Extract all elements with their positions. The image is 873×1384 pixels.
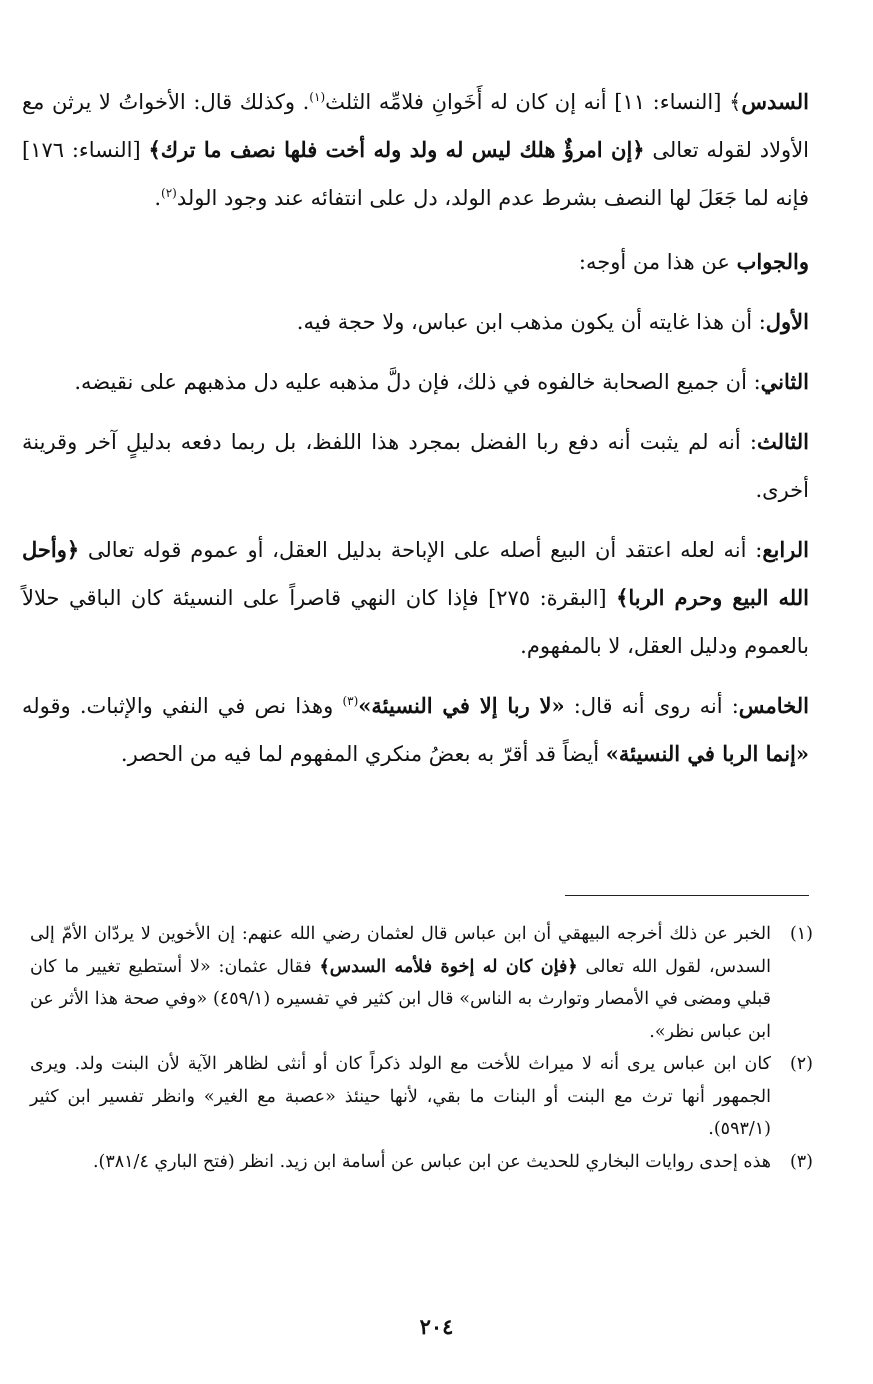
quran-quote: ﴿وأحل الله البيع وحرم الربا﴾ [22,537,809,610]
footnote-number: (٢) [789,1054,813,1074]
point-lead: الأول [765,309,809,334]
main-text [22,78,809,790]
footnote-text: هذه إحدى روايات البخاري للحديث عن ابن عباس عن أسامة ابن زيد. انظر (فتح الباري ٣٨١/٤). [92,1151,771,1172]
footnote-separator [565,895,809,896]
paragraph-inheritance [22,78,809,222]
footnote-number: (٣) [789,1151,813,1172]
paragraph-point-fifth [22,682,809,778]
footnote-ref-3[interactable]: (٣) [342,694,359,708]
footnote-2 [30,1048,813,1146]
paragraph-answer [22,238,809,286]
quran-quote-end: السدس [741,89,810,114]
answer-text: عن هذا من أوجه: [578,250,737,274]
point-lead: الخامس [738,693,809,718]
point-lead: الثاني [760,369,809,394]
point-text: أيضاً قد أقرّ به بعضُ منكري المفهوم لما فيه من الحصر. [120,742,606,766]
paragraph-point-second [22,358,809,406]
hadith-quote: «لا ربا إلا في النسيئة» [358,693,565,718]
text-segment: . وكذلك قال: الأخواتُ لا يرثن مع الأولاد لقوله تعالى [22,90,810,162]
point-text: وهذا نص في النفي والإثبات. وقوله [22,694,343,718]
quran-quote: ﴿إن امرؤٌ هلك ليس له ولد وله أخت فلها نصف ما ترك﴾ [148,137,645,162]
footnote-text: الخبر عن ذلك أخرجه البيهقي أن ابن عباس قال لعثمان رضي الله عنهم: إن الأخوين لا يردّان الأمّ إلى السدس، لقول الله تعالى ﴿فإن كان له إخوة فلأمه السدس﴾ فقال عثمان: «لا أستطيع تغيير ما كان قبلي ومضى في الأمصار وتوارث به الناس» قال ابن كثير في تفسيره (٤٥٩/١) «وفي صحة هذا الأثر عن ابن عباس نظر». [30,924,771,1042]
point-text: [البقرة: ٢٧٥] فإذا كان النهي قاصراً على النسيئة كان الباقي حلالاً بالعموم ودليل العقل، لا بالمفهوم. [22,586,809,658]
point-lead: الرابع [762,537,809,562]
text-segment: . [154,186,162,210]
footnote-1 [30,918,813,1048]
point-text: : أنه لم يثبت أنه دفع ربا الفضل بمجرد هذا اللفظ، بل ربما دفعه بدليلٍ آخر وقرينة أخرى. [22,430,809,502]
text-segment: [النساء: ١٧٦] فإنه لما جَعَلَ لها النصف بشرط عدم الولد، دل على انتفائه عند وجود الولد [22,138,809,210]
footnote-ref-2[interactable]: (٢) [161,186,177,200]
footnote-3 [30,1146,813,1179]
point-lead: الثالث [757,429,809,454]
hadith-quote: «إنما الربا في النسيئة» [605,741,809,766]
point-text: : أن هذا غايته أن يكون مذهب ابن عباس، ولا حجة فيه. [296,310,766,334]
footnote-ref-1[interactable]: (١) [309,90,326,104]
point-text: : أنه روى أنه قال: [564,694,739,718]
footnote-number: (١) [789,924,813,944]
answer-lead: والجواب [736,249,809,274]
point-text: : أن جميع الصحابة خالفوه في ذلك، فإن دلَّ مذهبه عليه دل مذهبهم على نقيضه. [74,370,761,394]
page-number: ٢٠٤ [419,1314,454,1339]
paragraph-point-first [22,298,809,346]
footnotes [30,918,813,1178]
paragraph-point-fourth [22,526,809,670]
point-text: : أنه لعله اعتقد أن البيع أصله على الإباحة بدليل العقل، أو عموم قوله تعالى [79,538,763,562]
paragraph-point-third [22,418,809,514]
text-segment: ﴾ [النساء: ١١] أنه إن كان له أَخَوانِ فلامِّه الثلث [325,90,742,114]
quran-quote: ﴿فإن كان له إخوة فلأمه السدس﴾ [319,956,578,977]
footnote-text: كان ابن عباس يرى أنه لا ميراث للأخت مع الولد ذكراً كان أو أنثى لظاهر الآية لأن البنت ولد. ويرى الجمهور أنها ترث مع البنت أو البنات ما بقي، لأنها حينئذ «عصبة مع الغير» وانظر تفسير ابن كثير (٥٩٣/١). [30,1054,771,1139]
